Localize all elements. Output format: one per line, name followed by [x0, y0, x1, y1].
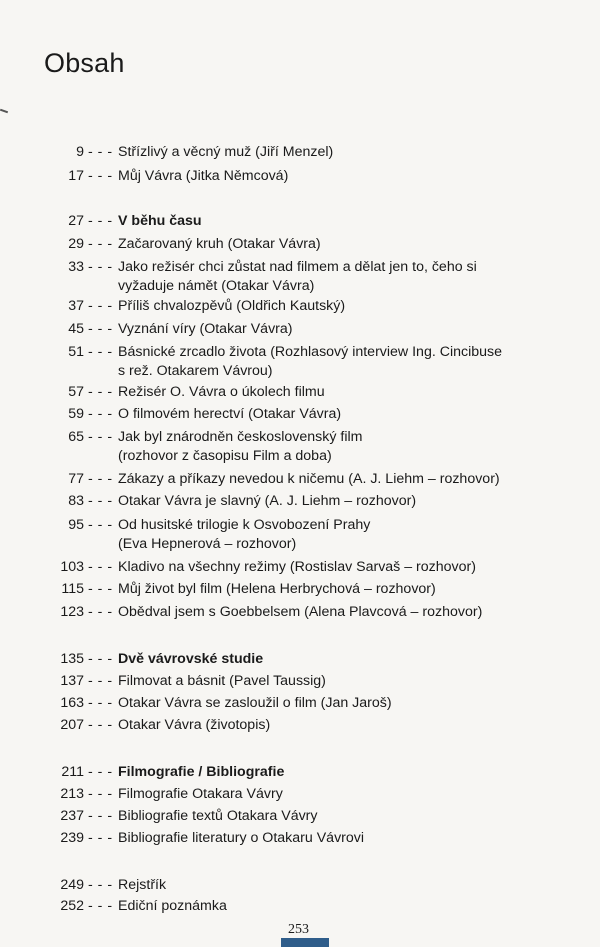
toc-page-number: 27: [68, 213, 84, 229]
toc-leader: - - -: [88, 786, 113, 802]
toc-page-number: 59: [68, 406, 84, 422]
page-title: Obsah: [44, 48, 125, 78]
toc-title: Filmografie / Bibliografie: [118, 764, 285, 780]
toc-page-number: 137: [60, 673, 84, 689]
toc-title: Otakar Vávra (životopis): [118, 717, 271, 733]
toc-leader: - - -: [88, 581, 113, 597]
toc-page-number: 249: [60, 877, 84, 893]
toc-leader: - - -: [88, 236, 113, 252]
toc-title: Můj Vávra (Jitka Němcová): [118, 168, 289, 184]
toc-page-number: 207: [60, 717, 84, 733]
toc-page-number: 51: [68, 344, 84, 360]
toc-title: Obědval jsem s Goebbelsem (Alena Plavcová – rozhovor): [118, 604, 483, 620]
toc-leader: - - -: [88, 406, 113, 422]
toc-page-number: 95: [68, 517, 84, 533]
toc-page-number: 83: [68, 493, 84, 509]
toc-leader: - - -: [88, 559, 113, 575]
toc-leader: - - -: [88, 717, 113, 733]
toc-title: Otakar Vávra se zasloužil o film (Jan Jaroš): [118, 695, 392, 711]
toc-title: Příliš chvalozpěvů (Oldřich Kautský): [118, 298, 346, 314]
toc-title: Rejstřík: [118, 877, 167, 893]
toc-title: Filmovat a básnit (Pavel Taussig): [118, 673, 326, 689]
toc-title: Začarovaný kruh (Otakar Vávra): [118, 236, 321, 252]
toc-title: Filmografie Otakara Vávry: [118, 786, 283, 802]
toc-page-number: 9: [76, 144, 84, 160]
toc-leader: - - -: [88, 673, 113, 689]
toc-leader: - - -: [88, 168, 113, 184]
toc-page-number: 103: [60, 559, 84, 575]
toc-title: Ediční poznámka: [118, 898, 227, 914]
toc-leader: - - -: [88, 898, 113, 914]
toc-leader: - - -: [88, 471, 113, 487]
toc-page-number: 237: [60, 808, 84, 824]
toc-title: Jako režisér chci zůstat nad filmem a dělat jen to, čeho si: [118, 259, 477, 275]
toc-title: Básnické zrcadlo života (Rozhlasový interview Ing. Cincibuse: [118, 344, 503, 360]
toc-page-number: 77: [68, 471, 84, 487]
toc-leader: - - -: [88, 695, 113, 711]
toc-title: Jak byl znárodněn československý film: [118, 429, 363, 445]
toc-page-number: 115: [61, 581, 84, 597]
scan-mark: [0, 109, 8, 114]
toc-title: Střízlivý a věcný muž (Jiří Menzel): [118, 144, 334, 160]
toc-title: Otakar Vávra je slavný (A. J. Liehm – rozhovor): [118, 493, 417, 509]
toc-title: Vyznání víry (Otakar Vávra): [118, 321, 293, 337]
toc-page-number: 33: [68, 259, 84, 275]
toc-page-number: 29: [68, 236, 84, 252]
toc-title: O filmovém herectví (Otakar Vávra): [118, 406, 342, 422]
toc-leader: - - -: [88, 877, 113, 893]
toc-page-number: 65: [68, 429, 84, 445]
toc-title: Bibliografie literatury o Otakaru Vávrovi: [118, 830, 365, 846]
toc-title-continued: s rež. Otakarem Vávrou): [118, 363, 273, 379]
toc-leader: - - -: [88, 493, 113, 509]
page-number: 253: [288, 922, 309, 937]
toc-leader: - - -: [88, 344, 113, 360]
page-tab-marker: [281, 938, 329, 947]
toc-leader: - - -: [88, 651, 113, 667]
toc-leader: - - -: [88, 259, 113, 275]
toc-title: Bibliografie textů Otakara Vávry: [118, 808, 318, 824]
toc-leader: - - -: [88, 384, 113, 400]
toc-title-continued: (rozhovor z časopisu Film a doba): [118, 448, 332, 464]
toc-page-number: 37: [68, 298, 84, 314]
toc-leader: - - -: [88, 144, 113, 160]
toc-page-number: 252: [60, 898, 84, 914]
toc-page-number: 239: [60, 830, 84, 846]
toc-leader: - - -: [88, 298, 113, 314]
toc-title: Dvě vávrovské studie: [118, 651, 264, 667]
toc-page-number: 45: [68, 321, 84, 337]
toc-leader: - - -: [88, 321, 113, 337]
toc-title-continued: vyžaduje námět (Otakar Vávra): [118, 278, 315, 294]
toc-leader: - - -: [88, 764, 113, 780]
toc-leader: - - -: [88, 517, 113, 533]
toc-page-number: 123: [60, 604, 84, 620]
toc-leader: - - -: [88, 604, 113, 620]
toc-title: V běhu času: [118, 213, 202, 229]
toc-title: Můj život byl film (Helena Herbrychová – rozhovor): [118, 581, 436, 597]
toc-page-number: 213: [60, 786, 84, 802]
toc-title: Od husitské trilogie k Osvobození Prahy: [118, 517, 371, 533]
toc-page-number: 17: [68, 168, 84, 184]
toc-leader: - - -: [88, 830, 113, 846]
toc-title: Zákazy a příkazy nevedou k ničemu (A. J. Liehm – rozhovor): [118, 471, 500, 487]
toc-page-number: 163: [60, 695, 84, 711]
toc-page-number: 57: [68, 384, 84, 400]
toc-page-number: 211: [61, 764, 84, 780]
toc-page-number: 135: [60, 651, 84, 667]
toc-title-continued: (Eva Hepnerová – rozhovor): [118, 536, 297, 552]
toc-title: Kladivo na všechny režimy (Rostislav Sarvaš – rozhovor): [118, 559, 476, 575]
toc-title: Režisér O. Vávra o úkolech filmu: [118, 384, 325, 400]
toc-leader: - - -: [88, 213, 113, 229]
toc-leader: - - -: [88, 808, 113, 824]
toc-leader: - - -: [88, 429, 113, 445]
